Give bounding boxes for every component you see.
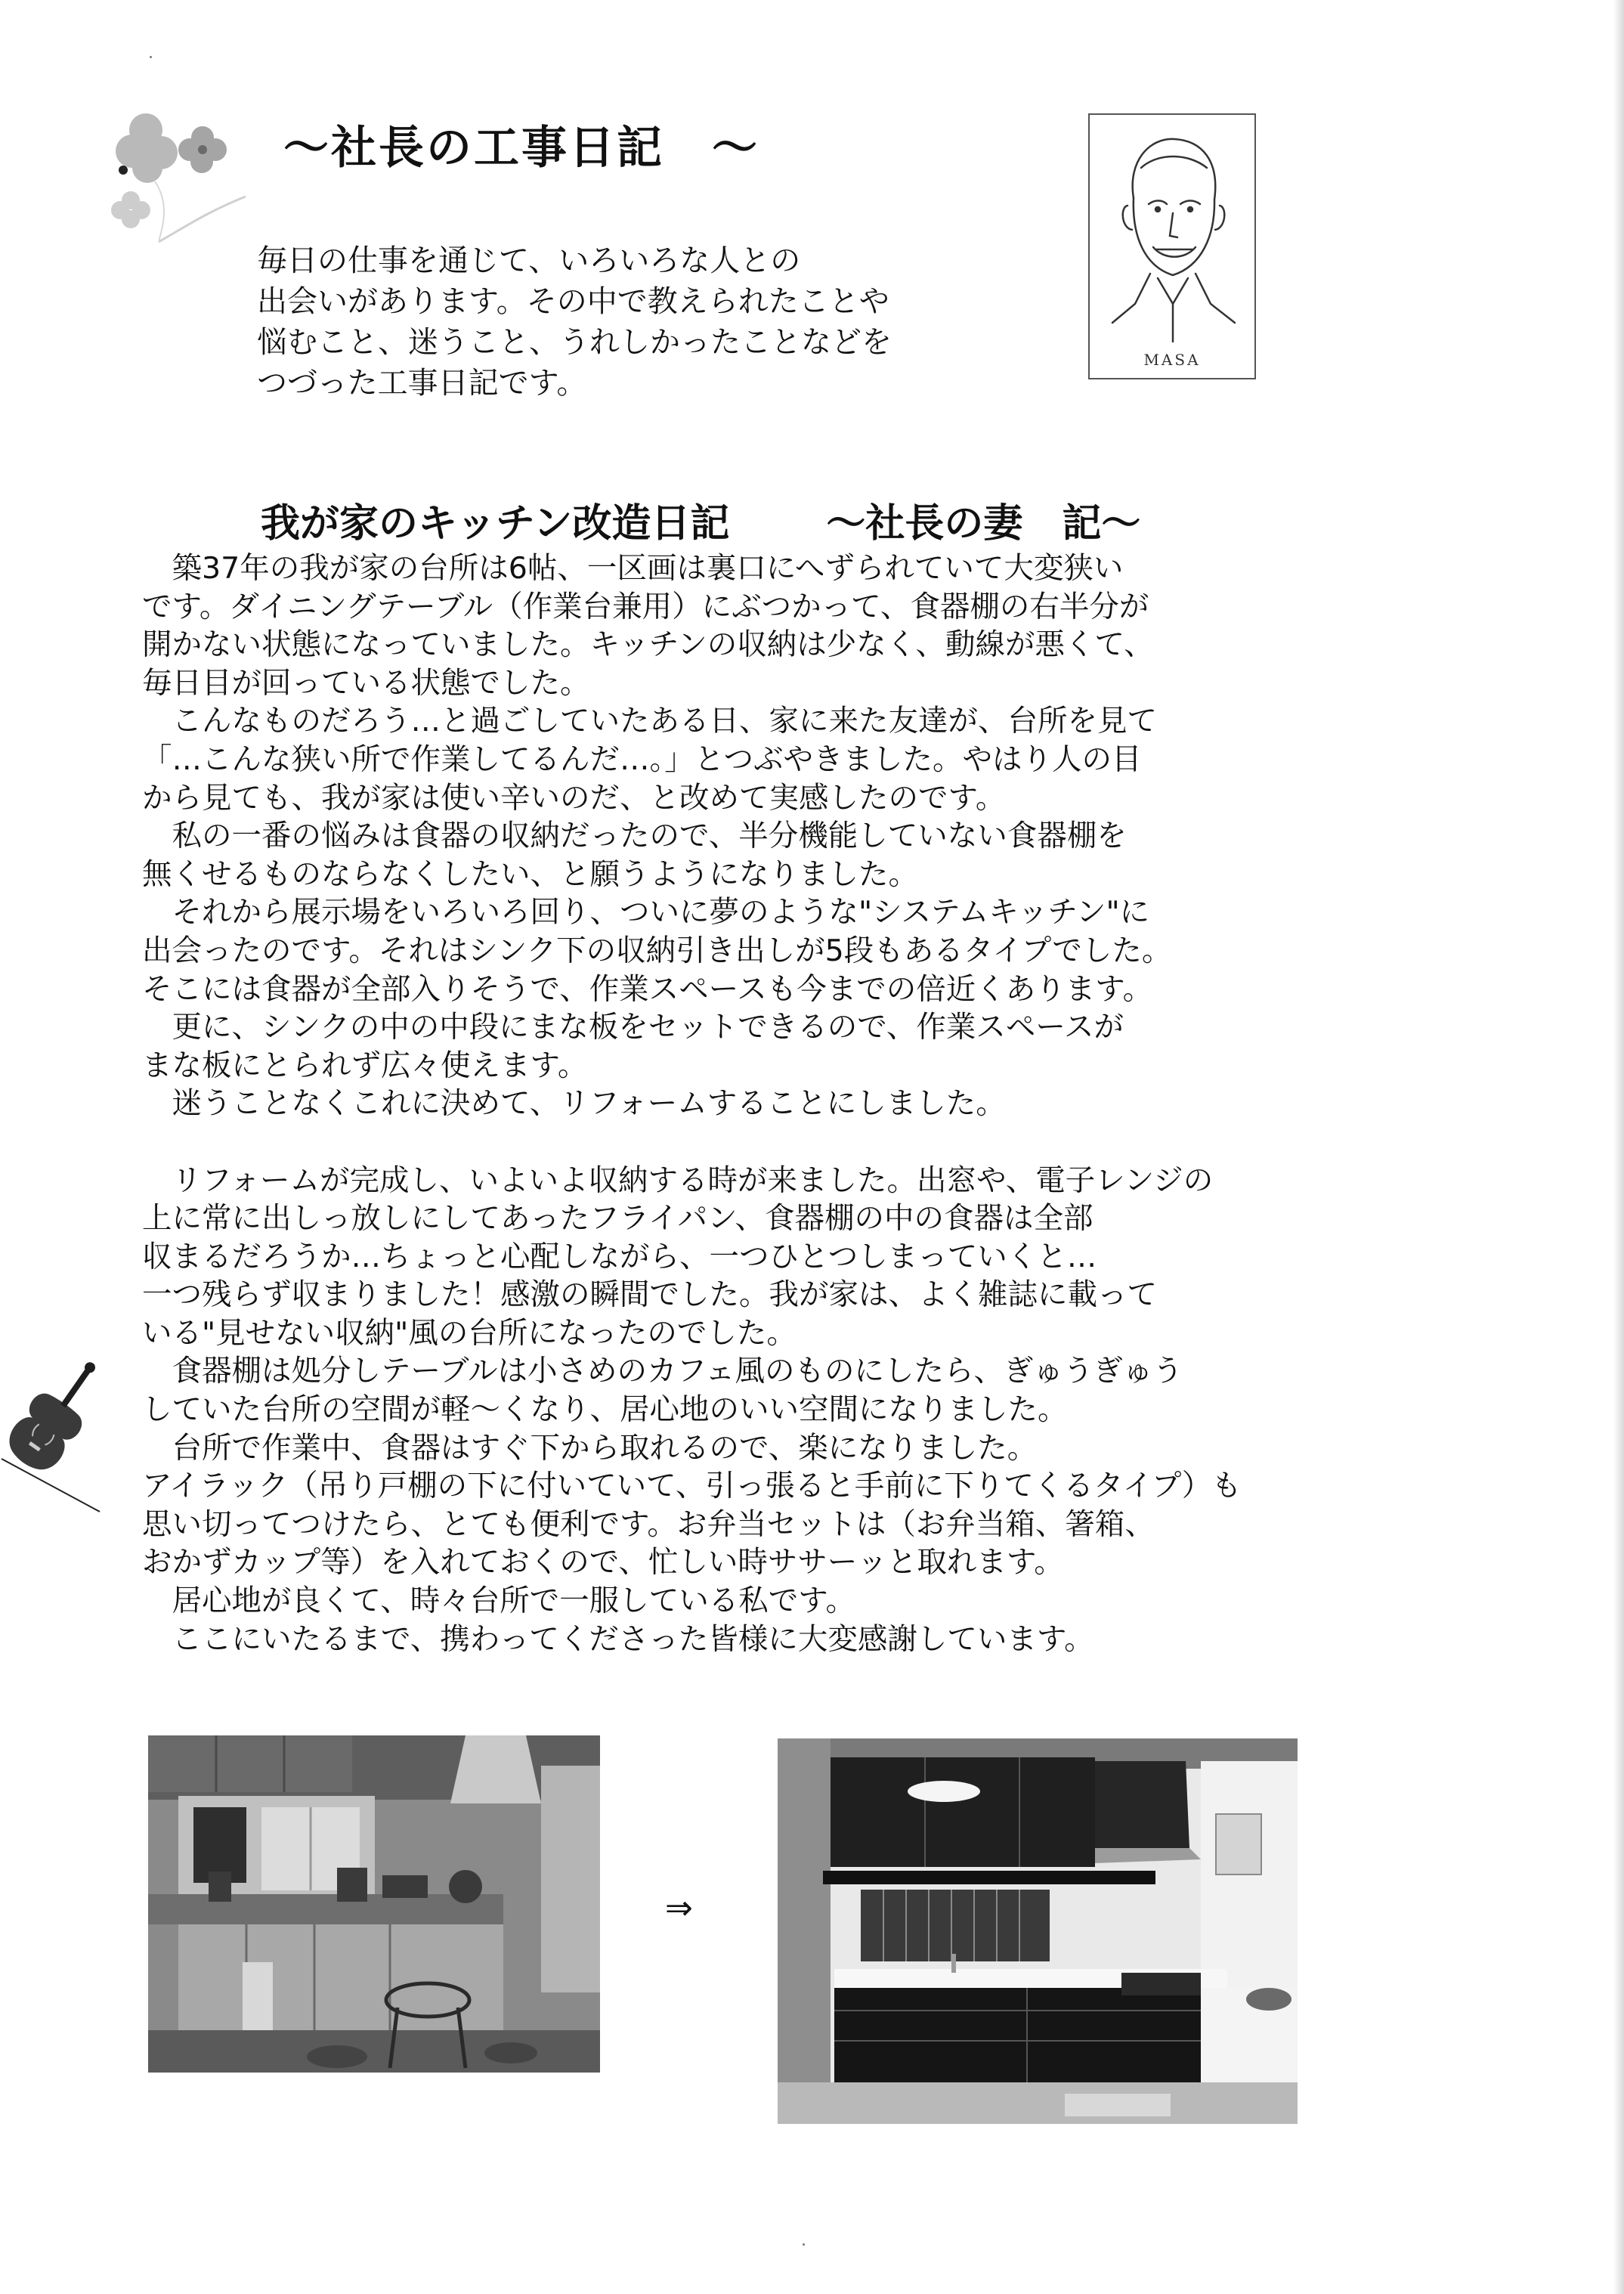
body-line: ここにいたるまで、携わってくださった皆様に大変感謝しています。	[142, 1621, 1094, 1657]
before-after-arrow: ⇒	[665, 1889, 693, 1927]
clover-icon	[87, 98, 283, 257]
body-line: 築37年の我が家の台所は6帖、一区画は裏口にへずられていて大変狭い	[142, 551, 1124, 586]
violin-icon	[0, 1353, 106, 1515]
body-line: 毎日目が回っている状態でした。	[142, 665, 590, 701]
body-line: いる"見せない収納"風の台所になったのでした。	[142, 1315, 797, 1351]
body-line: から見ても、我が家は使い辛いのだ、と改めて実感したのです。	[142, 780, 1006, 816]
body-line: 収まるだろうか…ちょっと心配しながら、一つひとつしまっていくと…	[142, 1239, 1097, 1274]
body-line: アイラック（吊り戸棚の下に付いていて、引っ張ると手前に下りてくるタイプ）も	[142, 1469, 1242, 1504]
page-title: ～社長の工事日記 ～	[283, 122, 759, 175]
scan-speck	[150, 56, 152, 58]
body-line: です。ダイニングテーブル（作業台兼用）にぶつかって、食器棚の右半分が	[142, 589, 1149, 624]
body-line: そこには食器が全部入りそうで、作業スペースも今までの倍近くあります。	[142, 971, 1153, 1007]
intro-line: つづった工事日記です。	[257, 366, 587, 401]
article-heading	[261, 491, 1140, 548]
body-line: リフォームが完成し、いよいよ収納する時が来ました。出窓や、電子レンジの	[142, 1162, 1214, 1198]
body-line: 一つ残らず収まりました！感激の瞬間でした。我が家は、よく雑誌に載って	[142, 1277, 1157, 1313]
body-line: 無くせるものならなくしたい、と願うようになりました。	[142, 856, 918, 892]
portrait-signature: MASA	[1143, 351, 1201, 369]
body-line: 上に常に出しっ放しにしてあったフライパン、食器棚の中の食器は全部	[142, 1201, 1093, 1237]
body-line: 開かない状態になっていました。キッチンの収納は少なく、動線が悪くて、	[142, 627, 1154, 663]
article-title: 我が家のキッチン改造日記	[261, 501, 730, 546]
body-line: 更に、シンクの中の中段にまな板をセットできるので、作業スペースが	[142, 1010, 1124, 1045]
body-line: していた台所の空間が軽～くなり、居心地のいい空間になりました。	[142, 1392, 1068, 1428]
intro-line: 出会いがあります。その中で教えられたことや	[257, 284, 889, 319]
body-line: まな板にとられず広々使えます。	[142, 1048, 588, 1083]
kitchen-after-photo	[778, 1738, 1298, 2124]
body-line: 食器棚は処分しテーブルは小さめのカフェ風のものにしたら、ぎゅうぎゅう	[142, 1354, 1183, 1389]
portrait-sketch	[1088, 113, 1256, 379]
article-byline: ～社長の妻 記～	[826, 501, 1141, 546]
intro-line: 毎日の仕事を通じて、いろいろな人との	[257, 243, 801, 278]
body-line: 迷うことなくこれに決めて、リフォームすることにしました。	[142, 1086, 1006, 1122]
body-line: 「…こんな狭い所で作業してるんだ…。」とつぶやきました。やはり人の目	[142, 741, 1142, 777]
page-edge-shadow	[1613, 0, 1624, 2294]
scan-speck	[803, 2243, 805, 2246]
body-line: 私の一番の悩みは食器の収納だったので、半分機能していない食器棚を	[142, 819, 1127, 854]
body-line: 居心地が良くて、時々台所で一服している私です。	[142, 1584, 856, 1619]
portrait-drawing	[1090, 115, 1254, 378]
article-body	[142, 550, 1242, 1658]
intro-line: 悩むこと、迷うこと、うれしかったことなどを	[257, 325, 892, 360]
kitchen-before-photo	[148, 1735, 600, 2073]
body-line: それから展示場をいろいろ回り、ついに夢のような"システムキッチン"に	[142, 895, 1150, 930]
body-line: 思い切ってつけたら、とても便利です。お弁当セットは（お弁当箱、箸箱、	[142, 1506, 1155, 1542]
body-line: 台所で作業中、食器はすぐ下から取れるので、楽になりました。	[142, 1430, 1038, 1466]
body-line: 出会ったのです。それはシンク下の収納引き出しが5段もあるタイプでした。	[142, 933, 1172, 968]
body-line: こんなものだろう…と過ごしていたある日、家に来た友達が、台所を見て	[142, 704, 1157, 739]
body-line	[142, 1123, 1242, 1162]
body-line: おかずカップ等）を入れておくので、忙しい時ササーッと取れます。	[142, 1545, 1064, 1580]
intro-text	[257, 240, 892, 404]
